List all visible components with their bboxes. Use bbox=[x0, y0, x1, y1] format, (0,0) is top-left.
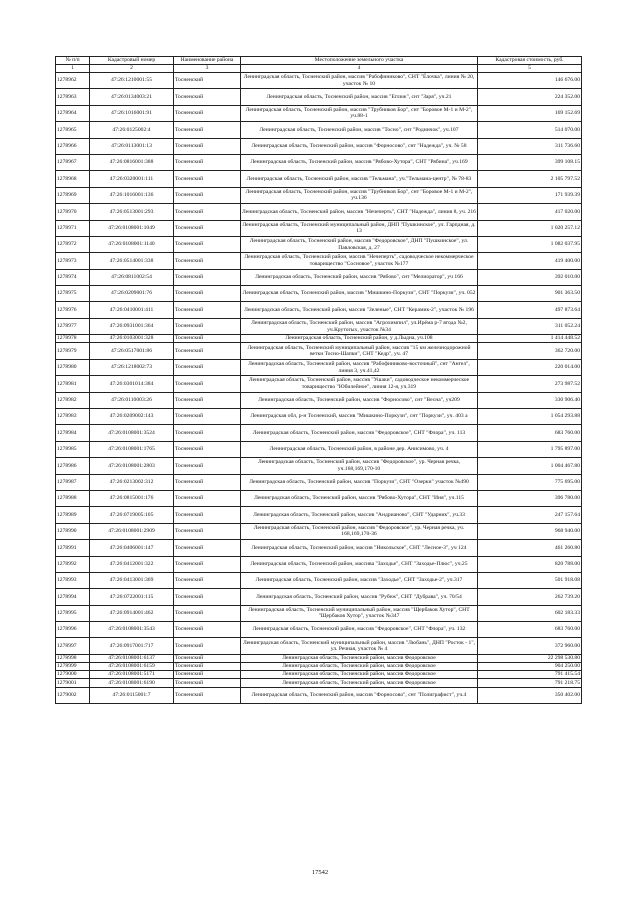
table-row bbox=[56, 392, 582, 408]
table-row bbox=[56, 73, 582, 89]
location-cell: Ленинградская область, Тосненский район, массива "Заходье", СНТ "Заходье-Плюс", уч.25 bbox=[241, 556, 478, 572]
header-location: Местоположение земельного участка bbox=[241, 57, 478, 65]
cadastral-number-cell: 47:26:0914001:462 bbox=[90, 605, 174, 621]
row-number-cell: 1278974 bbox=[56, 269, 90, 285]
table-row bbox=[56, 220, 582, 236]
cadastral-value-cell: 399 108.15 bbox=[478, 154, 582, 170]
cadastral-value-cell: 350 402.00 bbox=[478, 687, 582, 703]
cadastral-number-cell: 47:26:0722001:115 bbox=[90, 589, 174, 605]
row-number-cell: 1278970 bbox=[56, 204, 90, 220]
location-cell: Ленинградская область, Тосненский муниципальный район, массив "Щербаков Хутор", СНТ "Щербаков Хутор", участок №347 bbox=[241, 605, 478, 621]
cadastral-value-cell: 968 940.00 bbox=[478, 523, 582, 539]
district-cell: Тосненский bbox=[174, 392, 241, 408]
location-cell: Ленинградская область, Тосненский муниципальный район, массив "15 км железнодорожной ветки Тосно-Шапки", СНТ "Кедр", уч. 47 bbox=[241, 343, 478, 359]
district-cell: Тосненский bbox=[174, 359, 241, 375]
location-cell: Ленинградская область, Тосненский район, массив "Федоровское", ур. Черная речка, уч.168,169,170-10 bbox=[241, 458, 478, 474]
row-number-cell: 1278989 bbox=[56, 507, 90, 523]
location-cell: Ленинградская область, Тосненский район, массив "Трубников Бор", снт "Боровое М-1 и М-2", уч.88-1 bbox=[241, 105, 478, 121]
district-cell: Тосненский bbox=[174, 343, 241, 359]
cadastral-number-cell: 47:26:0406001:147 bbox=[90, 540, 174, 556]
location-cell: Ленинградская область, Тосненский район, массив "Рубеж", СНТ "Дубрава", уч. 70/54 bbox=[241, 589, 478, 605]
cadastral-value-cell: 169 152.69 bbox=[478, 105, 582, 121]
district-cell: Тосненский bbox=[174, 540, 241, 556]
district-cell: Тосненский bbox=[174, 474, 241, 490]
district-cell: Тосненский bbox=[174, 122, 241, 138]
cadastral-number-cell: 47:26:0115001:7 bbox=[90, 687, 174, 703]
row-number-cell: 1278979 bbox=[56, 343, 90, 359]
cadastral-number-cell: 47:26:0108001:3543 bbox=[90, 622, 174, 638]
table-row bbox=[56, 171, 582, 187]
cadastral-value-cell: 311 736.60 bbox=[478, 138, 582, 154]
table-row bbox=[56, 589, 582, 605]
cadastral-number-cell: 47:26:0108001:5171 bbox=[90, 671, 174, 679]
district-cell: Тосненский bbox=[174, 507, 241, 523]
cadastral-value-cell: 396 780.00 bbox=[478, 490, 582, 506]
table-row bbox=[56, 572, 582, 588]
cadastral-number-cell: 47:26:0917001:717 bbox=[90, 638, 174, 654]
cadastral-number-cell: 47:26:0108001:1140 bbox=[90, 236, 174, 252]
cadastral-value-cell: 273 987.52 bbox=[478, 376, 582, 392]
location-cell: Ленинградская область, Тосненский район, массив Федоровское bbox=[241, 654, 478, 662]
location-cell: Ленинградская область, Тосненский район, массив Федоровское bbox=[241, 663, 478, 671]
cadastral-number-cell: 47:26:0209001:76 bbox=[90, 286, 174, 302]
cadastral-number-cell: 47:26:0931001:364 bbox=[90, 318, 174, 334]
location-cell: Ленинградская область, Тосненский район, массив "Заходье", СНТ "Заходье-2", уч.317 bbox=[241, 572, 478, 588]
cadastral-value-cell: 1 795 897.00 bbox=[478, 441, 582, 457]
district-cell: Тосненский bbox=[174, 302, 241, 318]
row-number-cell: 1278990 bbox=[56, 523, 90, 539]
cadastral-value-table bbox=[55, 56, 582, 704]
table-row bbox=[56, 253, 582, 269]
cadastral-value-cell: 791 415.54 bbox=[478, 671, 582, 679]
header-num: № п/п bbox=[56, 57, 90, 65]
row-number-cell: 1278999 bbox=[56, 663, 90, 671]
cadastral-number-cell: 47:26:0816001:388 bbox=[90, 154, 174, 170]
cadastral-number-cell: 47:26:0108001:6190 bbox=[90, 679, 174, 687]
table-row bbox=[56, 318, 582, 334]
row-number-cell: 1278986 bbox=[56, 458, 90, 474]
cadastral-value-cell: 461 260.80 bbox=[478, 540, 582, 556]
table-row bbox=[56, 187, 582, 203]
district-cell: Тосненский bbox=[174, 605, 241, 621]
location-cell: Ленинградская область, Тосненский район, массив "Федоровское", СНТ "Флора", уч. 113 bbox=[241, 425, 478, 441]
cadastral-value-cell: 22 298 530.80 bbox=[478, 654, 582, 662]
location-cell: Ленинградская область, Тосненский район, массив Федоровское bbox=[241, 679, 478, 687]
table-row bbox=[56, 605, 582, 621]
row-number-cell: 1278973 bbox=[56, 253, 90, 269]
header-district: Наименование района bbox=[174, 57, 241, 65]
header-cadastral-number: Кадастровый номер bbox=[90, 57, 174, 65]
table-row bbox=[56, 343, 582, 359]
location-cell: Ленинградская область, Тосненский район, массив "Ушаки", садоводческое некоммерческое товарищество "Юбилейное", линия 12-я, уч.319 bbox=[241, 376, 478, 392]
cadastral-number-cell: 47:26:0108001:6137 bbox=[90, 654, 174, 662]
district-cell: Тосненский bbox=[174, 253, 241, 269]
cadastral-value-cell: 904 250.00 bbox=[478, 663, 582, 671]
row-number-cell: 1279002 bbox=[56, 687, 90, 703]
table-row bbox=[56, 687, 582, 703]
row-number-cell: 1278975 bbox=[56, 286, 90, 302]
table-row bbox=[56, 679, 582, 687]
cadastral-number-cell: 47:26:0320001:111 bbox=[90, 171, 174, 187]
table-row bbox=[56, 122, 582, 138]
table-row bbox=[56, 458, 582, 474]
cadastral-number-cell: 47:26:0413001:369 bbox=[90, 572, 174, 588]
district-cell: Тосненский bbox=[174, 654, 241, 662]
header-cadastral-value: Кадастровая стоимость, руб. bbox=[478, 57, 582, 65]
cadastral-number-cell: 47:26:0108001:1049 bbox=[90, 220, 174, 236]
cadastral-number-cell: 47:26:0410001:411 bbox=[90, 302, 174, 318]
location-cell: Ленинградская область, Тосненский муниципальный район, ДНП "Пушкинское", ул. Гарпдная, д. 13 bbox=[241, 220, 478, 236]
table-row bbox=[56, 105, 582, 121]
location-cell: Ленинградская область, Тосненский район, массив "Зеленые", СНТ "Керамик-2", участок № 196 bbox=[241, 302, 478, 318]
cadastral-value-cell: 602 183.33 bbox=[478, 605, 582, 621]
location-cell: Ленинградская обл, р-н Тосненский, массив "Мишкино-Поркузи", снт "Поркузи", уч. 403 а bbox=[241, 409, 478, 425]
cadastral-value-cell: 1 414 448.52 bbox=[478, 335, 582, 343]
location-cell: Ленинградская область, Тосненский район, массив "Еглиж", снт "Заря", уч.21 bbox=[241, 89, 478, 105]
cadastral-value-cell: 372 960.00 bbox=[478, 638, 582, 654]
location-cell: Ленинградская область, Тосненский район, массив Федоровское bbox=[241, 671, 478, 679]
table-row bbox=[56, 474, 582, 490]
location-cell: Ленинградская область, Тосненский район, массив "Никольское", СНТ "Лесное-3", уч 124 bbox=[241, 540, 478, 556]
location-cell: Ленинградская область, Тосненский район, массив "Форносово", снт "Весна", уч209 bbox=[241, 392, 478, 408]
row-number-cell: 1278976 bbox=[56, 302, 90, 318]
cadastral-number-cell: 47:26:1218002:73 bbox=[90, 359, 174, 375]
row-number-cell: 1279000 bbox=[56, 671, 90, 679]
table-row bbox=[56, 523, 582, 539]
table-row bbox=[56, 335, 582, 343]
row-number-cell: 1278994 bbox=[56, 589, 90, 605]
row-number-cell: 1278995 bbox=[56, 605, 90, 621]
cadastral-value-cell: 262 739.20 bbox=[478, 589, 582, 605]
row-number-cell: 1278981 bbox=[56, 376, 90, 392]
table-row bbox=[56, 376, 582, 392]
location-cell: Ленинградская область, Тосненский район, массив "Рабофиниково", СНТ "Ёлочка", линия № 20, участок № 10 bbox=[241, 73, 478, 89]
cadastral-value-cell: 497 873.64 bbox=[478, 302, 582, 318]
cadastral-value-cell: 392 010.00 bbox=[478, 269, 582, 285]
row-number-cell: 1278966 bbox=[56, 138, 90, 154]
row-number-cell: 1279001 bbox=[56, 679, 90, 687]
district-cell: Тосненский bbox=[174, 671, 241, 679]
cadastral-number-cell: 47:26:1016001:136 bbox=[90, 187, 174, 203]
cadastral-number-cell: 47:26:0811002:54 bbox=[90, 269, 174, 285]
location-cell: Ленинградская область, Тосненский район, у д.Лыдна, уч.108 bbox=[241, 335, 478, 343]
location-cell: Ленинградская область, Тосненский район, массив "Федоровское", СНТ "Флора", уч. 132 bbox=[241, 622, 478, 638]
cadastral-number-cell: 47:26:0719005:105 bbox=[90, 507, 174, 523]
cadastral-value-cell: 1 020 257.12 bbox=[478, 220, 582, 236]
cadastral-number-cell: 47:26:0815001:176 bbox=[90, 490, 174, 506]
district-cell: Тосненский bbox=[174, 523, 241, 539]
row-number-cell: 1278993 bbox=[56, 572, 90, 588]
row-number-cell: 1278984 bbox=[56, 425, 90, 441]
location-cell: Ленинградская область, Тосненский район, массив "Рябово-Хутора", СНТ "Иня", уч.115 bbox=[241, 490, 478, 506]
cadastral-number-cell: 47:26:0514001:338 bbox=[90, 253, 174, 269]
cadastral-number-cell: 47:26:1016001:91 bbox=[90, 105, 174, 121]
row-number-cell: 1278983 bbox=[56, 409, 90, 425]
cadastral-value-cell: 1 004 467.80 bbox=[478, 458, 582, 474]
table-row bbox=[56, 302, 582, 318]
cadastral-number-cell: 47:26:0301014:384 bbox=[90, 376, 174, 392]
district-cell: Тосненский bbox=[174, 589, 241, 605]
district-cell: Тосненский bbox=[174, 556, 241, 572]
cadastral-value-cell: 419 400.00 bbox=[478, 253, 582, 269]
table-row bbox=[56, 359, 582, 375]
table-row bbox=[56, 441, 582, 457]
row-number-cell: 1278980 bbox=[56, 359, 90, 375]
cadastral-value-cell: 311 052.24 bbox=[478, 318, 582, 334]
cadastral-number-cell: 47:26:0108001:2909 bbox=[90, 523, 174, 539]
district-cell: Тосненский bbox=[174, 105, 241, 121]
district-cell: Тосненский bbox=[174, 572, 241, 588]
location-cell: Ленинградская область, Тосненский муниципальный район, массив "Любань", ДНП "Росток - 1", ул. Речная, участок № 4 bbox=[241, 638, 478, 654]
header-row bbox=[56, 57, 582, 65]
location-cell: Ленинградская область, Тосненский район, массив "Федоровское", ДНП "Пушкинское", ул. Павловская, д. 27 bbox=[241, 236, 478, 252]
table-row bbox=[56, 409, 582, 425]
location-cell: Ленинградская область, Тосненский район, массив "Трубников Бор", снт "Боровое М-1 и М-2", уч.136 bbox=[241, 187, 478, 203]
cadastral-number-cell: 47:26:0209002:143 bbox=[90, 409, 174, 425]
location-cell: Ленинградская область, Тосненский район, массив "Рябово", снт "Мелиоратор", уч 166 bbox=[241, 269, 478, 285]
table-row bbox=[56, 236, 582, 252]
location-cell: Ленинградская область, Тосненский район, в районе дер. Анисимово, уч. 4 bbox=[241, 441, 478, 457]
cadastral-number-cell: 47:26:0513001:293 bbox=[90, 204, 174, 220]
row-number-cell: 1278998 bbox=[56, 654, 90, 662]
cadastral-number-cell: 47:26:1210001:55 bbox=[90, 73, 174, 89]
cadastral-value-cell: 775 695.00 bbox=[478, 474, 582, 490]
district-cell: Тосненский bbox=[174, 376, 241, 392]
row-number-cell: 1278972 bbox=[56, 236, 90, 252]
row-number-cell: 1278985 bbox=[56, 441, 90, 457]
cadastral-value-cell: 514 070.00 bbox=[478, 122, 582, 138]
table-row bbox=[56, 622, 582, 638]
district-cell: Тосненский bbox=[174, 286, 241, 302]
location-cell: Ленинградская область, Тосненский район, массив "Нечеперть", садоводческое некоммерческое товарищество "Сосновое", участок №177 bbox=[241, 253, 478, 269]
column-number-row bbox=[56, 65, 582, 73]
district-cell: Тосненский bbox=[174, 638, 241, 654]
row-number-cell: 1278964 bbox=[56, 105, 90, 121]
district-cell: Тосненский bbox=[174, 236, 241, 252]
location-cell: Ленинградская область, Тосненский район, массив "Андрианово", СНТ "Ударник", уч.33 bbox=[241, 507, 478, 523]
cadastral-value-cell: 220 014.00 bbox=[478, 359, 582, 375]
district-cell: Тосненский bbox=[174, 138, 241, 154]
row-number-cell: 1278968 bbox=[56, 171, 90, 187]
column-number: 1 bbox=[56, 65, 90, 73]
cadastral-number-cell: 47:26:0113001:13 bbox=[90, 138, 174, 154]
cadastral-value-cell: 362 720.00 bbox=[478, 343, 582, 359]
cadastral-value-cell: 171 939.39 bbox=[478, 187, 582, 203]
column-number: 3 bbox=[174, 65, 241, 73]
district-cell: Тосненский bbox=[174, 269, 241, 285]
location-cell: Ленинградская область, Тосненский район, массив "Агрохимпил", ул.Ирёма р-7 ягода №2, уч.Крутогых, участок №34 bbox=[241, 318, 478, 334]
location-cell: Ленинградская область, Тосненский район, массив "Федоровское", ур. Черная речка, уч. 168,169,170-36 bbox=[241, 523, 478, 539]
district-cell: Тосненский bbox=[174, 318, 241, 334]
row-number-cell: 1278965 bbox=[56, 122, 90, 138]
table-row bbox=[56, 89, 582, 105]
row-number-cell: 1278962 bbox=[56, 73, 90, 89]
cadastral-value-cell: 146 676.00 bbox=[478, 73, 582, 89]
row-number-cell: 1278996 bbox=[56, 622, 90, 638]
location-cell: Ленинградская область, Тосненский район, массив "Тельмана", уч."Тельмана-центр", № 78-83 bbox=[241, 171, 478, 187]
row-number-cell: 1278977 bbox=[56, 318, 90, 334]
district-cell: Тосненский bbox=[174, 687, 241, 703]
district-cell: Тосненский bbox=[174, 89, 241, 105]
cadastral-value-cell: 1 082 037.95 bbox=[478, 236, 582, 252]
cadastral-number-cell: 47:26:0108001:6159 bbox=[90, 663, 174, 671]
table-row bbox=[56, 269, 582, 285]
district-cell: Тосненский bbox=[174, 187, 241, 203]
cadastral-number-cell: 47:26:0517001:86 bbox=[90, 343, 174, 359]
table-row bbox=[56, 556, 582, 572]
district-cell: Тосненский bbox=[174, 679, 241, 687]
row-number-cell: 1278992 bbox=[56, 556, 90, 572]
row-number-cell: 1278997 bbox=[56, 638, 90, 654]
row-number-cell: 1278987 bbox=[56, 474, 90, 490]
location-cell: Ленинградская область, Тосненский район, массив "Нечеперть", СНТ "Надежда", линия 8, уч. 216 bbox=[241, 204, 478, 220]
cadastral-number-cell: 47:26:0125002:4 bbox=[90, 122, 174, 138]
column-number: 2 bbox=[90, 65, 174, 73]
location-cell: Ленинградская область, Тосненский район, массив "Тосно", снт "Родничок", уч.107 bbox=[241, 122, 478, 138]
cadastral-value-cell: 791 218.75 bbox=[478, 679, 582, 687]
row-number-cell: 1278982 bbox=[56, 392, 90, 408]
column-number: 4 bbox=[241, 65, 478, 73]
cadastral-number-cell: 47:26:0134003:21 bbox=[90, 89, 174, 105]
cadastral-value-cell: 247 157.64 bbox=[478, 507, 582, 523]
location-cell: Ленинградская область, Тосненский район, массив "Мишкино-Поркузи", СНТ "Поркузи", уч. 052 bbox=[241, 286, 478, 302]
cadastral-value-cell: 1 054 293.88 bbox=[478, 409, 582, 425]
cadastral-value-cell: 820 788.00 bbox=[478, 556, 582, 572]
cadastral-value-cell: 683 760.00 bbox=[478, 622, 582, 638]
row-number-cell: 1278963 bbox=[56, 89, 90, 105]
district-cell: Тосненский bbox=[174, 425, 241, 441]
row-number-cell: 1278991 bbox=[56, 540, 90, 556]
cadastral-number-cell: 47:26:0213002:312 bbox=[90, 474, 174, 490]
district-cell: Тосненский bbox=[174, 663, 241, 671]
page-number: 17542 bbox=[311, 869, 329, 876]
cadastral-number-cell: 47:26:0108001:1765 bbox=[90, 441, 174, 457]
table-row bbox=[56, 671, 582, 679]
table-row bbox=[56, 425, 582, 441]
location-cell: Ленинградская область, Тосненский район, массив "Форносово", снт "Полиграфист", уч.4 bbox=[241, 687, 478, 703]
column-number: 5 bbox=[478, 65, 582, 73]
cadastral-value-cell: 330 906.40 bbox=[478, 392, 582, 408]
table-body bbox=[56, 73, 582, 704]
cadastral-value-cell: 683 760.00 bbox=[478, 425, 582, 441]
table-row bbox=[56, 507, 582, 523]
row-number-cell: 1278969 bbox=[56, 187, 90, 203]
cadastral-number-cell: 47:26:0108001:2803 bbox=[90, 458, 174, 474]
table-row bbox=[56, 286, 582, 302]
district-cell: Тосненский bbox=[174, 220, 241, 236]
table-row bbox=[56, 654, 582, 662]
district-cell: Тосненский bbox=[174, 73, 241, 89]
location-cell: Ленинградская область, Тосненский район, массив "Рабофиниково-восточный", снт "Ангел", линия 3, уч.41,42 bbox=[241, 359, 478, 375]
district-cell: Тосненский bbox=[174, 154, 241, 170]
cadastral-number-cell: 47:26:0108001:3524 bbox=[90, 425, 174, 441]
row-number-cell: 1278978 bbox=[56, 335, 90, 343]
location-cell: Ленинградская область, Тосненский район, массив "Рябово-Хутора", СНТ "Рябина", уч.169 bbox=[241, 154, 478, 170]
table-row bbox=[56, 540, 582, 556]
district-cell: Тосненский bbox=[174, 335, 241, 343]
location-cell: Ленинградская область, Тосненский район, массив "Форносово", снт "Надежда", уч. № 58 bbox=[241, 138, 478, 154]
district-cell: Тосненский bbox=[174, 171, 241, 187]
table-row bbox=[56, 638, 582, 654]
location-cell: Ленинградская область, Тосненский район, массив "Поркузи", СНТ "Озерки" участок №490 bbox=[241, 474, 478, 490]
cadastral-number-cell: 47:26:0412001:322 bbox=[90, 556, 174, 572]
cadastral-value-cell: 501 918.08 bbox=[478, 572, 582, 588]
table-row bbox=[56, 490, 582, 506]
table-row bbox=[56, 663, 582, 671]
row-number-cell: 1278971 bbox=[56, 220, 90, 236]
row-number-cell: 1278988 bbox=[56, 490, 90, 506]
cadastral-value-cell: 417 020.00 bbox=[478, 204, 582, 220]
district-cell: Тосненский bbox=[174, 622, 241, 638]
district-cell: Тосненский bbox=[174, 409, 241, 425]
cadastral-value-cell: 901 363.50 bbox=[478, 286, 582, 302]
table-row bbox=[56, 204, 582, 220]
cadastral-value-cell: 2 105 797.52 bbox=[478, 171, 582, 187]
district-cell: Тосненский bbox=[174, 204, 241, 220]
cadastral-number-cell: 47:26:0103001:328 bbox=[90, 335, 174, 343]
district-cell: Тосненский bbox=[174, 458, 241, 474]
district-cell: Тосненский bbox=[174, 441, 241, 457]
cadastral-number-cell: 47:26:0110003:26 bbox=[90, 392, 174, 408]
cadastral-value-cell: 224 352.00 bbox=[478, 89, 582, 105]
district-cell: Тосненский bbox=[174, 490, 241, 506]
row-number-cell: 1278967 bbox=[56, 154, 90, 170]
table-row bbox=[56, 138, 582, 154]
table-row bbox=[56, 154, 582, 170]
